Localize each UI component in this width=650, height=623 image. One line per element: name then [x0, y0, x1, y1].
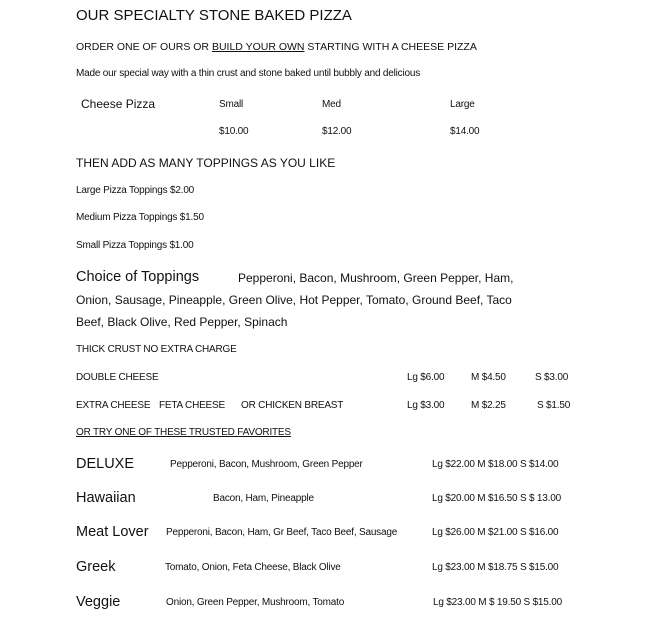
- favorite-toppings: Bacon, Ham, Pineapple: [213, 493, 314, 504]
- extra-cheese-lg: Lg $3.00: [407, 400, 445, 411]
- favorite-name: Hawaiian: [76, 490, 136, 506]
- size-large: Large: [450, 99, 475, 110]
- intro-after: STARTING WITH A CHEESE PIZZA: [304, 41, 477, 53]
- double-cheese-label: DOUBLE CHEESE: [76, 372, 159, 383]
- topping-price-medium: Medium Pizza Toppings $1.50: [76, 212, 204, 223]
- extra-cheese-label: EXTRA CHEESE: [76, 400, 151, 411]
- size-med: Med: [322, 99, 341, 110]
- favorite-name: DELUXE: [76, 456, 135, 472]
- topping-price-large: Large Pizza Toppings $2.00: [76, 185, 195, 196]
- chicken-breast-label: OR CHICKEN BREAST: [241, 400, 344, 411]
- choice-line-1: Pepperoni, Bacon, Mushroom, Green Pepper, Ham,: [238, 271, 514, 285]
- favorites-heading: OR TRY ONE OF THESE TRUSTED FAVORITES: [76, 427, 291, 438]
- intro-before: ORDER ONE OF OURS OR: [76, 41, 212, 53]
- favorite-toppings: Pepperoni, Bacon, Ham, Gr Beef, Taco Beef, Sausage: [166, 527, 398, 538]
- extra-cheese-s: S $1.50: [537, 400, 571, 411]
- favorite-prices: Lg $20.00 M $16.50 S $ 13.00: [432, 493, 561, 504]
- description: Made our special way with a thin crust and stone baked until bubbly and delicious: [76, 68, 421, 79]
- build-your-own-text: BUILD YOUR OWN: [211, 41, 305, 53]
- favorite-prices: Lg $23.00 M $18.75 S $15.00: [432, 562, 559, 573]
- double-cheese-lg: Lg $6.00: [407, 372, 445, 383]
- choice-line-3: Beef, Black Olive, Red Pepper, Spinach: [76, 315, 288, 329]
- favorite-prices: Lg $23.00 M $ 19.50 S $15.00: [433, 597, 562, 608]
- favorite-toppings: Onion, Green Pepper, Mushroom, Tomato: [166, 597, 345, 608]
- topping-price-small: Small Pizza Toppings $1.00: [76, 240, 194, 251]
- favorite-prices: Lg $26.00 M $21.00 S $16.00: [432, 527, 559, 538]
- intro-line: [76, 42, 477, 53]
- favorite-name: Veggie: [76, 594, 121, 610]
- cheese-pizza-label: Cheese Pizza: [81, 97, 156, 111]
- double-cheese-m: M $4.50: [471, 372, 506, 383]
- feta-cheese-label: FETA CHEESE: [159, 400, 225, 411]
- page-title: OUR SPECIALTY STONE BAKED PIZZA: [76, 7, 352, 24]
- size-small: Small: [219, 99, 244, 110]
- favorite-prices: Lg $22.00 M $18.00 S $14.00: [432, 459, 559, 470]
- toppings-heading: THEN ADD AS MANY TOPPINGS AS YOU LIKE: [76, 156, 336, 170]
- double-cheese-s: S $3.00: [535, 372, 569, 383]
- choice-label: Choice of Toppings: [76, 269, 200, 285]
- favorite-toppings: Pepperoni, Bacon, Mushroom, Green Pepper: [170, 459, 363, 470]
- favorite-name: Greek: [76, 559, 116, 575]
- extra-cheese-m: M $2.25: [471, 400, 506, 411]
- price-large: $14.00: [450, 126, 480, 137]
- price-med: $12.00: [322, 126, 352, 137]
- thick-crust: THICK CRUST NO EXTRA CHARGE: [76, 344, 237, 355]
- price-small: $10.00: [219, 126, 249, 137]
- choice-line-2: Onion, Sausage, Pineapple, Green Olive, Hot Pepper, Tomato, Ground Beef, Taco: [76, 293, 512, 307]
- favorite-toppings: Tomato, Onion, Feta Cheese, Black Olive: [165, 562, 341, 573]
- favorite-name: Meat Lover: [76, 524, 149, 540]
